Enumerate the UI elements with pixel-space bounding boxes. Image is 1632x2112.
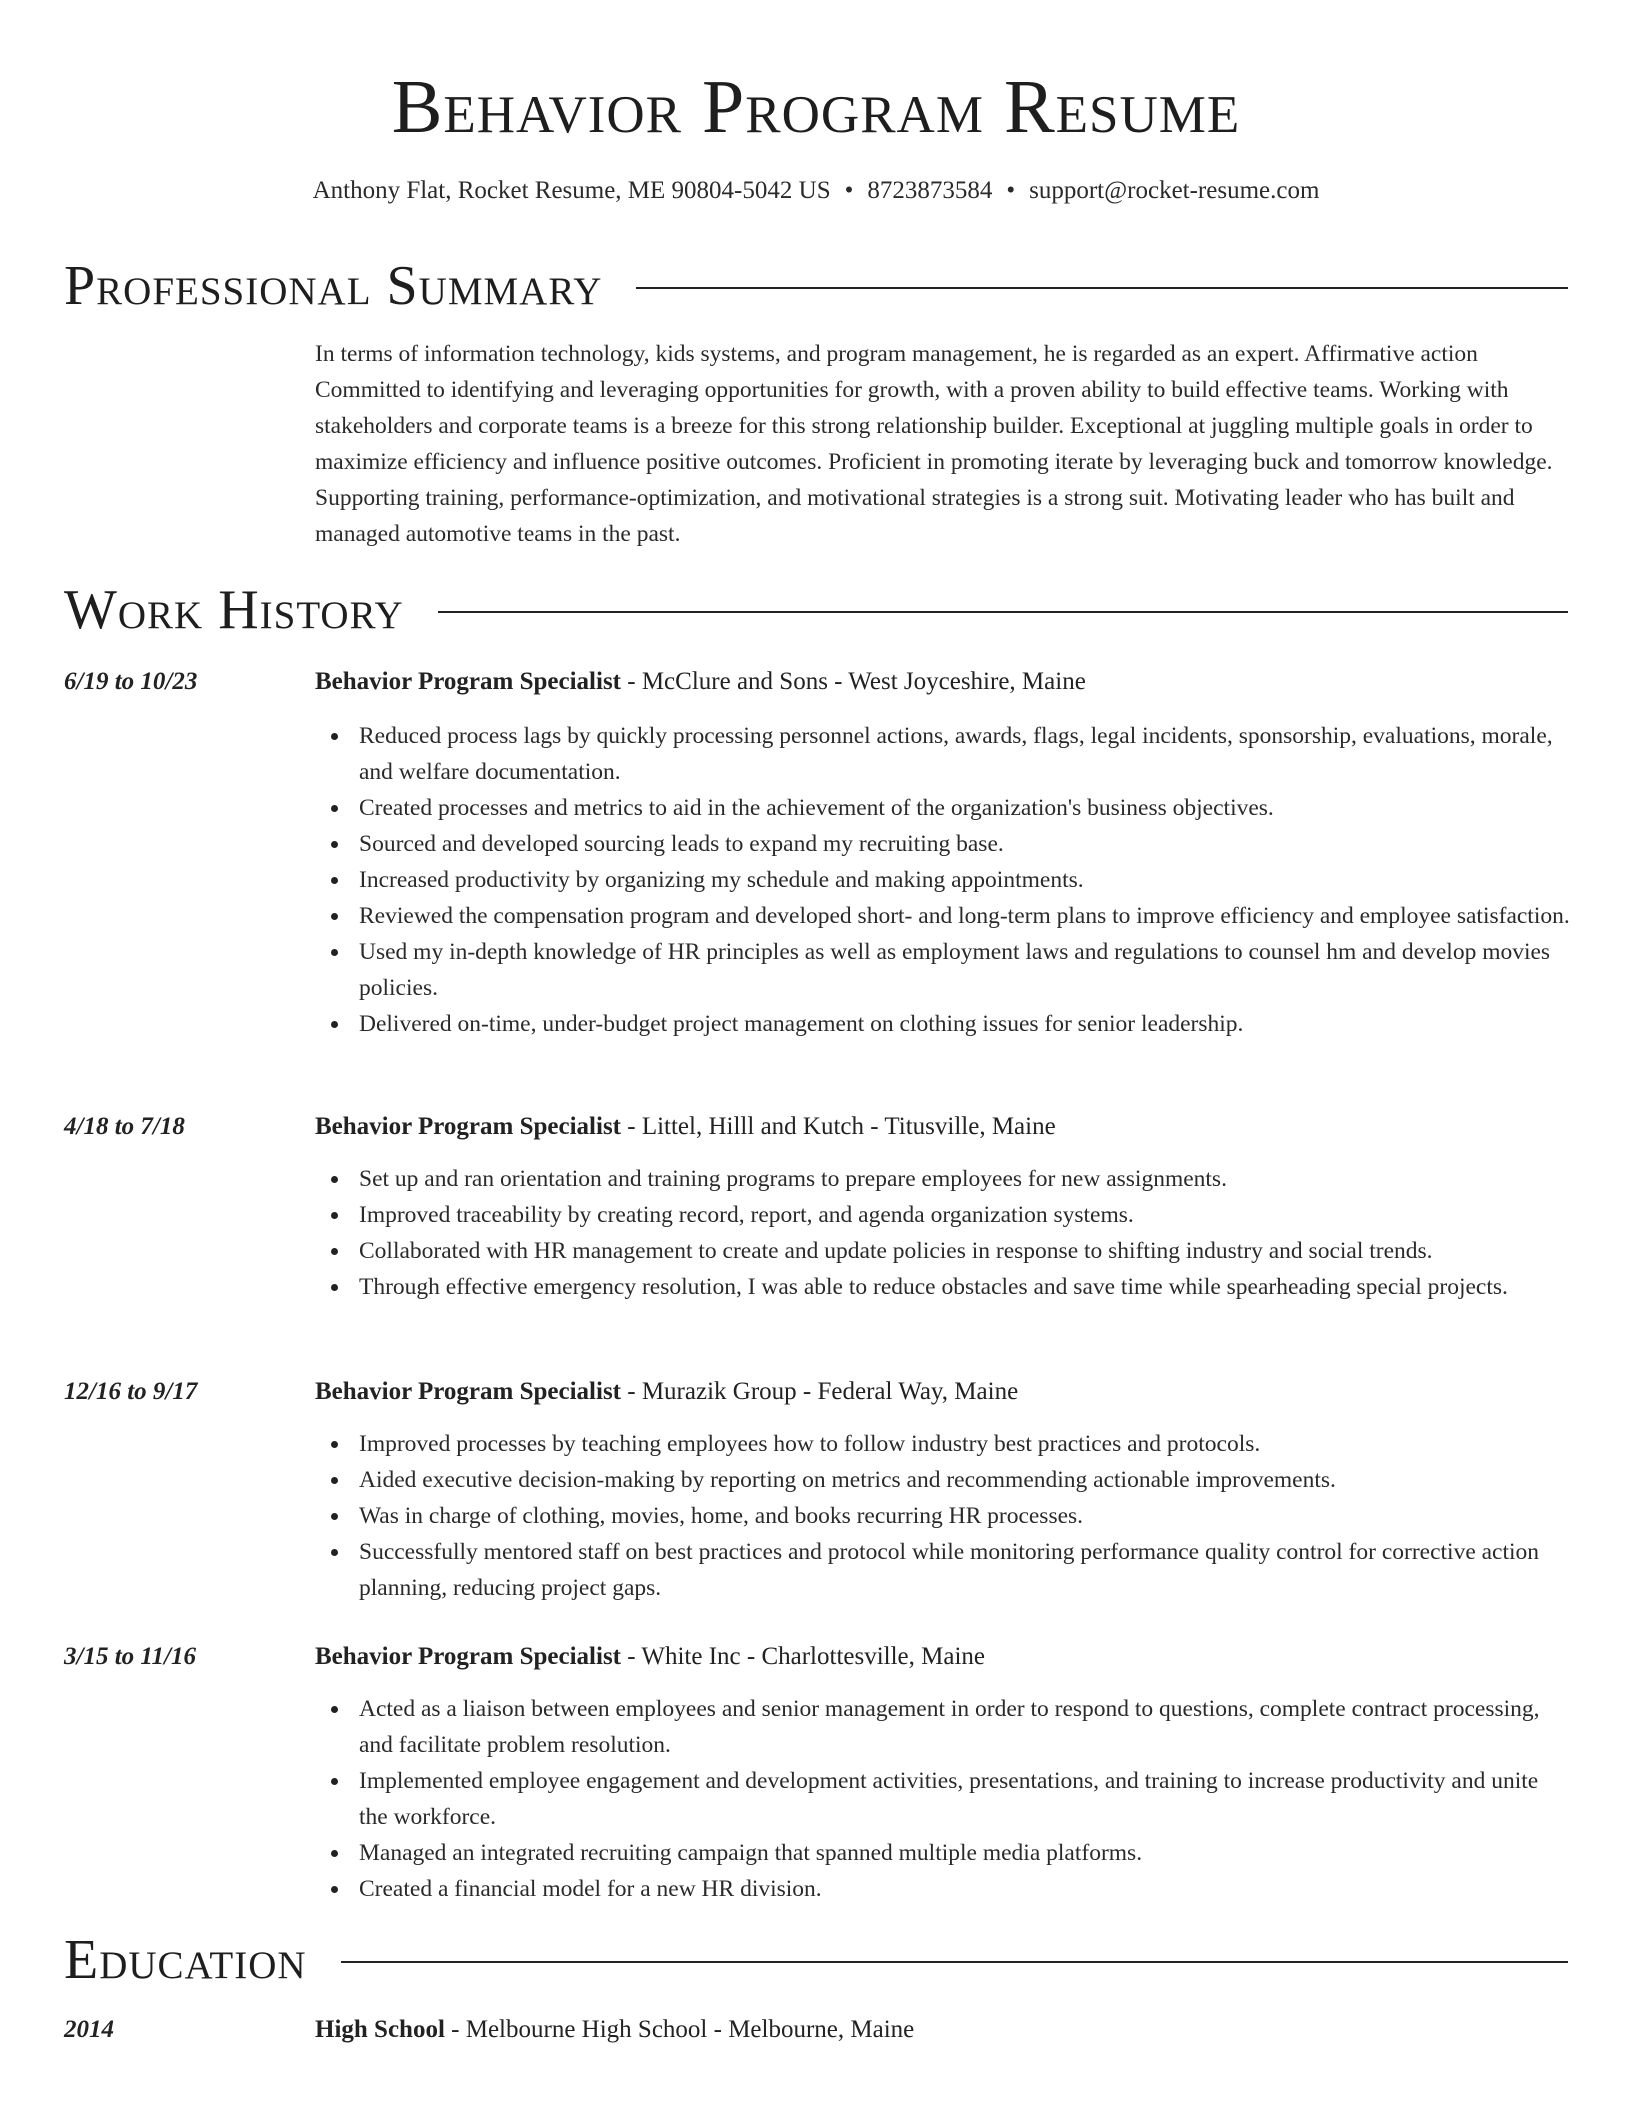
contact-separator: •: [1006, 177, 1016, 204]
job-heading: [315, 1109, 1056, 1145]
summary-heading: Professional Summary: [64, 255, 603, 317]
list-item: Delivered on-time, under-budget project management on clothing issues for senior leadership.: [359, 1006, 1570, 1042]
list-item: Improved traceability by creating record, report, and agenda organization systems.: [359, 1197, 1570, 1233]
list-item: Successfully mentored staff on best practices and protocol while monitoring performance quality control for corrective action planning, reducing project gaps.: [359, 1534, 1570, 1606]
job-role: Behavior Program Specialist: [315, 1113, 621, 1140]
job-dates: 3/15 to 11/16: [64, 1643, 196, 1670]
education-heading: Education: [64, 1929, 307, 1991]
summary-text: In terms of information technology, kids systems, and program management, he is regarded as an expert. Affirmative action Committed to identifying and leveraging opportunities for growth, with a proven ability to build effective teams. Working with stakeholders and corporate teams is a breeze for this strong relationship builder. Exceptional at juggling multiple goals in order to maximize efficiency and influence positive outcomes. Proficient in promoting iterate by leveraging buck and tomorrow knowledge. Supporting training, performance-optimization, and motivational strategies is a strong suit. Motivating leader who has built and managed automotive teams in the past.: [315, 341, 1553, 547]
list-item: Created a financial model for a new HR division.: [359, 1871, 1570, 1907]
summary-section-header: [64, 254, 1568, 318]
job-details: - Murazik Group - Federal Way, Maine: [621, 1378, 1019, 1405]
list-item: Reduced process lags by quickly processing personnel actions, awards, flags, legal incidents, sponsorship, evaluations, morale, and welfare documentation.: [359, 718, 1570, 790]
list-item: Reviewed the compensation program and developed short- and long-term plans to improve efficiency and employee satisfaction.: [359, 898, 1570, 934]
education-details: - Melbourne High School - Melbourne, Maine: [444, 2016, 915, 2043]
contact-separator: •: [844, 177, 854, 204]
job-role: Behavior Program Specialist: [315, 1378, 621, 1405]
job-heading: [315, 1639, 985, 1675]
education-heading-line: [315, 2012, 914, 2048]
section-divider: [438, 611, 1568, 613]
job-bullets: [315, 1426, 1570, 1606]
job-dates: 4/18 to 7/18: [64, 1113, 185, 1140]
list-item: Managed an integrated recruiting campaign that spanned multiple media platforms.: [359, 1835, 1570, 1871]
list-item: Sourced and developed sourcing leads to expand my recruiting base.: [359, 826, 1570, 862]
job-bullets: [315, 1161, 1570, 1305]
education-degree: High School: [315, 2016, 445, 2043]
job-dates: 12/16 to 9/17: [64, 1378, 198, 1405]
contact-line: [0, 174, 1632, 208]
section-divider: [341, 1961, 1568, 1963]
job-bullets: [315, 1691, 1570, 1907]
list-item: Improved processes by teaching employees how to follow industry best practices and protocols.: [359, 1426, 1570, 1462]
list-item: Created processes and metrics to aid in the achievement of the organization's business objectives.: [359, 790, 1570, 826]
job-heading: [315, 664, 1086, 700]
resume-title: Behavior Program Resume: [391, 65, 1241, 149]
list-item: Used my in-depth knowledge of HR principles as well as employment laws and regulations to counsel hm and develop movies policies.: [359, 934, 1570, 1006]
job-bullets: [315, 718, 1570, 1042]
list-item: Was in charge of clothing, movies, home, and books recurring HR processes.: [359, 1498, 1570, 1534]
work-history-heading: Work History: [64, 579, 404, 641]
job-details: - Littel, Hilll and Kutch - Titusville, Maine: [621, 1113, 1056, 1140]
list-item: Through effective emergency resolution, I was able to reduce obstacles and save time while spearheading special projects.: [359, 1269, 1570, 1305]
job-role: Behavior Program Specialist: [315, 668, 621, 695]
section-divider: [636, 287, 1568, 289]
job-dates: 6/19 to 10/23: [64, 668, 198, 695]
job-role: Behavior Program Specialist: [315, 1643, 621, 1670]
job-details: - McClure and Sons - West Joyceshire, Maine: [621, 668, 1086, 695]
list-item: Implemented employee engagement and development activities, presentations, and training to increase productivity and unite the workforce.: [359, 1763, 1570, 1835]
job-heading: [315, 1374, 1018, 1410]
list-item: Increased productivity by organizing my schedule and making appointments.: [359, 862, 1570, 898]
contact-phone: 8723873584: [867, 177, 993, 204]
education-section-header: [64, 1928, 1568, 1992]
list-item: Collaborated with HR management to create and update policies in response to shifting industry and social trends.: [359, 1233, 1570, 1269]
contact-email: support@rocket-resume.com: [1029, 177, 1320, 204]
list-item: Aided executive decision-making by reporting on metrics and recommending actionable improvements.: [359, 1462, 1570, 1498]
list-item: Acted as a liaison between employees and senior management in order to respond to questions, complete contract processing, and facilitate problem resolution.: [359, 1691, 1570, 1763]
education-year: 2014: [64, 2016, 114, 2043]
list-item: Set up and ran orientation and training programs to prepare employees for new assignments.: [359, 1161, 1570, 1197]
work-history-section-header: [64, 578, 1568, 642]
job-details: - White Inc - Charlottesville, Maine: [621, 1643, 986, 1670]
contact-address: Anthony Flat, Rocket Resume, ME 90804-5042 US: [312, 177, 831, 204]
